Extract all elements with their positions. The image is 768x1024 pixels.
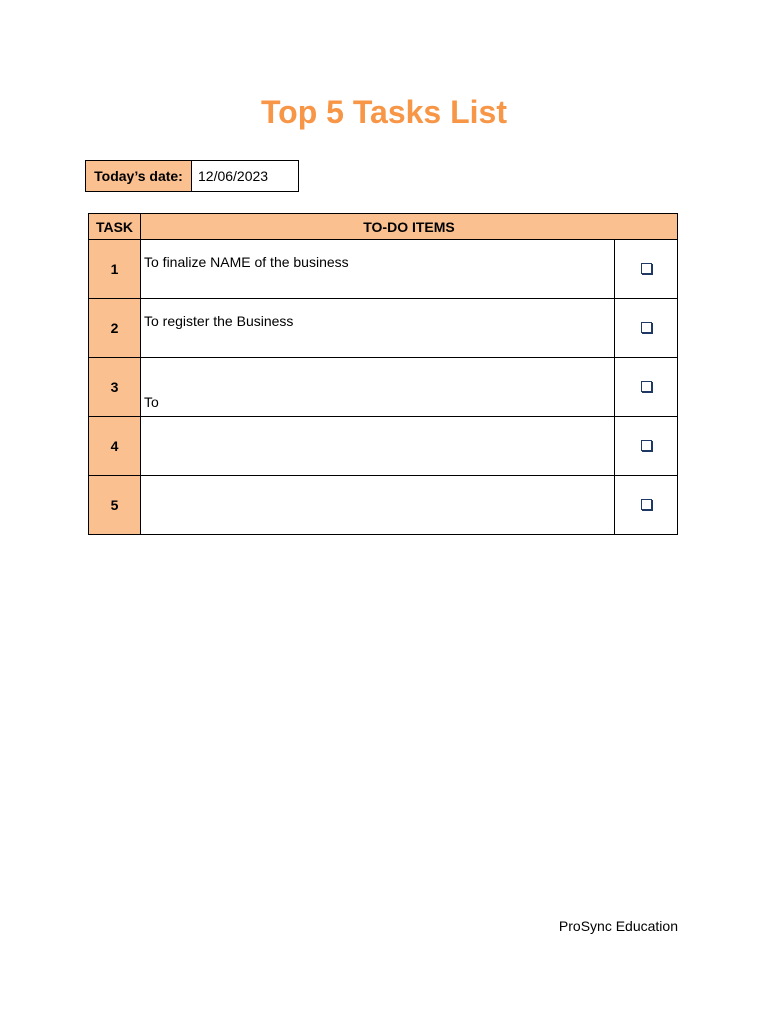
date-label: Today’s date: — [86, 161, 192, 191]
table-row — [89, 240, 678, 299]
page-title: Top 5 Tasks List — [261, 94, 507, 130]
date-box — [85, 160, 299, 192]
task-number: 2 — [89, 299, 141, 358]
checkbox-cell — [615, 358, 678, 417]
checkbox-icon[interactable] — [641, 381, 652, 392]
checkbox-cell — [615, 417, 678, 476]
todo-item-text[interactable] — [141, 417, 615, 476]
task-number: 1 — [89, 240, 141, 299]
date-value[interactable]: 12/06/2023 — [198, 168, 269, 184]
checkbox-cell — [615, 240, 678, 299]
task-header: TASK — [89, 214, 141, 240]
checkbox-cell — [615, 299, 678, 358]
todo-item-text[interactable]: To register the Business — [141, 299, 615, 358]
table-header-row — [89, 214, 678, 240]
todo-items-header: TO-DO ITEMS — [141, 214, 678, 240]
tasks-table — [88, 213, 678, 535]
todo-item-text[interactable]: To finalize NAME of the business — [141, 240, 615, 299]
table-row — [89, 476, 678, 535]
checkbox-icon[interactable] — [641, 263, 652, 274]
checkbox-icon[interactable] — [641, 440, 652, 451]
todo-item-text[interactable]: To — [141, 358, 615, 417]
checkbox-icon[interactable] — [641, 322, 652, 333]
table-row — [89, 299, 678, 358]
task-number: 4 — [89, 417, 141, 476]
footer-brand: ProSync Education — [558, 918, 678, 934]
task-number: 5 — [89, 476, 141, 535]
table-row — [89, 358, 678, 417]
table-row — [89, 417, 678, 476]
checkbox-icon[interactable] — [641, 499, 652, 510]
task-number: 3 — [89, 358, 141, 417]
todo-item-text[interactable] — [141, 476, 615, 535]
checkbox-cell — [615, 476, 678, 535]
